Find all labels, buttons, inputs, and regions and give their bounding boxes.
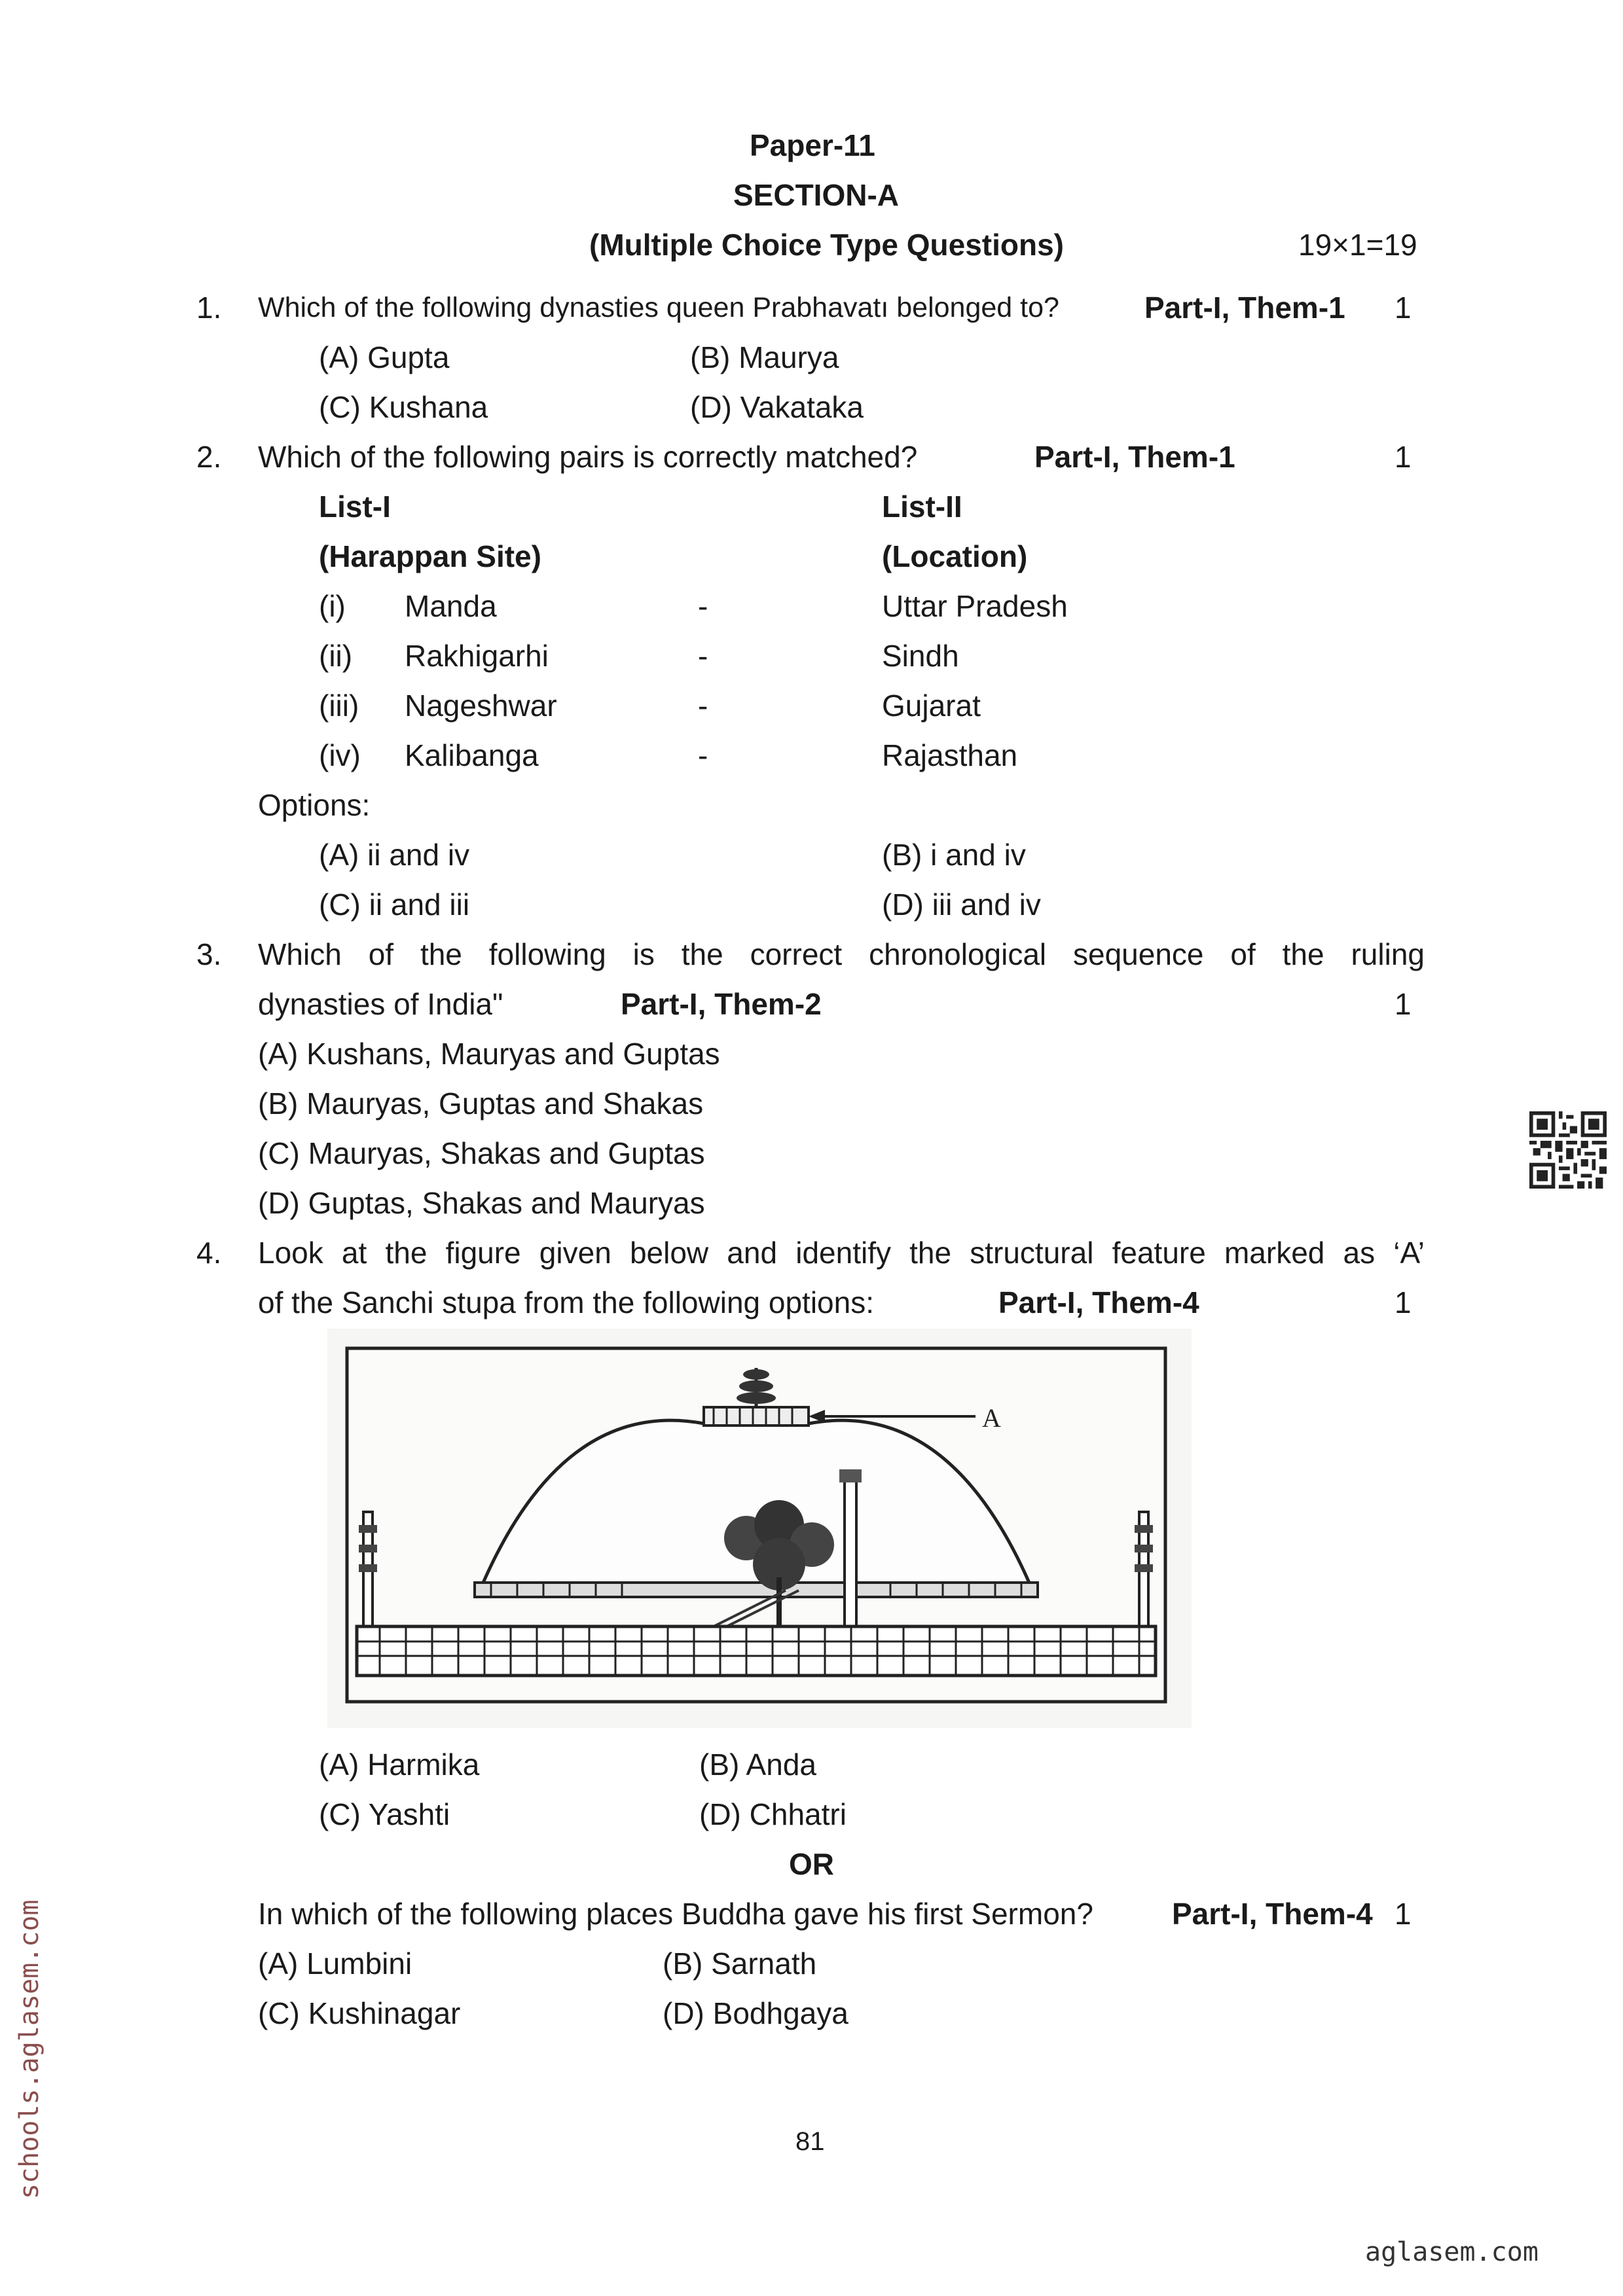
question-ref: Part-I, Them-1 — [1144, 291, 1345, 325]
option-c: (C) Yashti — [319, 1797, 450, 1831]
option-a: (A) Kushans, Mauryas and Guptas — [258, 1037, 720, 1071]
qr-code-icon — [1529, 1111, 1607, 1189]
alt-option-a: (A) Lumbini — [258, 1946, 412, 1981]
question-number: 4. — [196, 1236, 222, 1270]
figure-label-a: A — [982, 1403, 1001, 1433]
or-divider: OR — [789, 1847, 834, 1881]
alt-option-d: (D) Bodhgaya — [663, 1996, 848, 2030]
side-watermark: schools.aglasem.com — [14, 1899, 45, 2199]
question-text-line-1: Which of the following is the correct chronological sequence of the ruling — [258, 937, 1425, 971]
section-subtitle: (Multiple Choice Type Questions) — [589, 228, 1064, 262]
question-ref: Part-I, Them-4 — [998, 1285, 1199, 1319]
option-a: (A) Gupta — [319, 340, 450, 374]
paper-title: Paper-11 — [750, 128, 875, 162]
page-number: 81 — [795, 2127, 825, 2156]
options-label: Options: — [258, 788, 371, 822]
list-2-title: List-II — [882, 490, 962, 524]
alt-question-marks: 1 — [1395, 1897, 1412, 1931]
pair-dash: - — [698, 738, 708, 772]
question-marks: 1 — [1395, 440, 1412, 474]
option-b: (B) i and iv — [882, 838, 1026, 872]
sanchi-stupa-figure — [327, 1329, 1192, 1728]
option-d: (D) Vakataka — [690, 390, 864, 424]
question-marks: 1 — [1395, 987, 1412, 1021]
pair-location: Sindh — [882, 639, 959, 673]
option-d: (D) Chhatri — [699, 1797, 847, 1831]
question-number: 3. — [196, 937, 222, 971]
option-d: (D) Guptas, Shakas and Mauryas — [258, 1186, 705, 1220]
alt-question-text: In which of the following places Buddha gave his first Sermon? — [258, 1897, 1093, 1931]
pair-site: Kalibanga — [405, 738, 539, 772]
bottom-watermark: aglasem.com — [1365, 2237, 1539, 2267]
pair-number: (ii) — [319, 639, 353, 673]
alt-question-ref: Part-I, Them-4 — [1172, 1897, 1373, 1931]
question-ref: Part-I, Them-2 — [621, 987, 822, 1021]
option-c: (C) Mauryas, Shakas and Guptas — [258, 1136, 705, 1170]
option-c: (C) ii and iii — [319, 888, 470, 922]
section-marks: 19×1=19 — [1298, 228, 1417, 262]
pair-location: Gujarat — [882, 689, 981, 723]
question-text-line-1: Look at the figure given below and identify the structural feature marked as ‘A’ — [258, 1236, 1425, 1270]
pair-site: Rakhigarhi — [405, 639, 549, 673]
pair-number: (iv) — [319, 738, 361, 772]
list-2-subtitle: (Location) — [882, 539, 1028, 573]
question-text: Which of the following pairs is correctly matched? — [258, 440, 918, 474]
pair-location: Uttar Pradesh — [882, 589, 1068, 623]
option-a: (A) Harmika — [319, 1748, 480, 1782]
question-text-line-2: of the Sanchi stupa from the following options: — [258, 1285, 875, 1319]
question-marks: 1 — [1395, 1285, 1412, 1319]
section-title: SECTION-A — [733, 178, 899, 212]
pair-number: (i) — [319, 589, 346, 623]
question-text: Which of the following dynasties queen Prabhavatı belonged to? — [258, 292, 1059, 323]
option-d: (D) iii and iv — [882, 888, 1041, 922]
pair-dash: - — [698, 639, 708, 673]
pair-dash: - — [698, 689, 708, 723]
question-number: 2. — [196, 440, 222, 474]
pair-dash: - — [698, 589, 708, 623]
pair-site: Manda — [405, 589, 497, 623]
option-b: (B) Anda — [699, 1748, 816, 1782]
question-number: 1. — [196, 291, 222, 325]
alt-option-c: (C) Kushinagar — [258, 1996, 461, 2030]
pair-location: Rajasthan — [882, 738, 1018, 772]
pair-number: (iii) — [319, 689, 359, 723]
option-c: (C) Kushana — [319, 390, 488, 424]
pair-site: Nageshwar — [405, 689, 557, 723]
option-b: (B) Maurya — [690, 340, 839, 374]
option-b: (B) Mauryas, Guptas and Shakas — [258, 1086, 704, 1121]
alt-option-b: (B) Sarnath — [663, 1946, 817, 1981]
option-a: (A) ii and iv — [319, 838, 470, 872]
question-marks: 1 — [1395, 291, 1412, 325]
question-text-line-2: dynasties of India" — [258, 987, 503, 1021]
list-1-title: List-I — [319, 490, 391, 524]
list-1-subtitle: (Harappan Site) — [319, 539, 541, 573]
question-ref: Part-I, Them-1 — [1034, 440, 1235, 474]
